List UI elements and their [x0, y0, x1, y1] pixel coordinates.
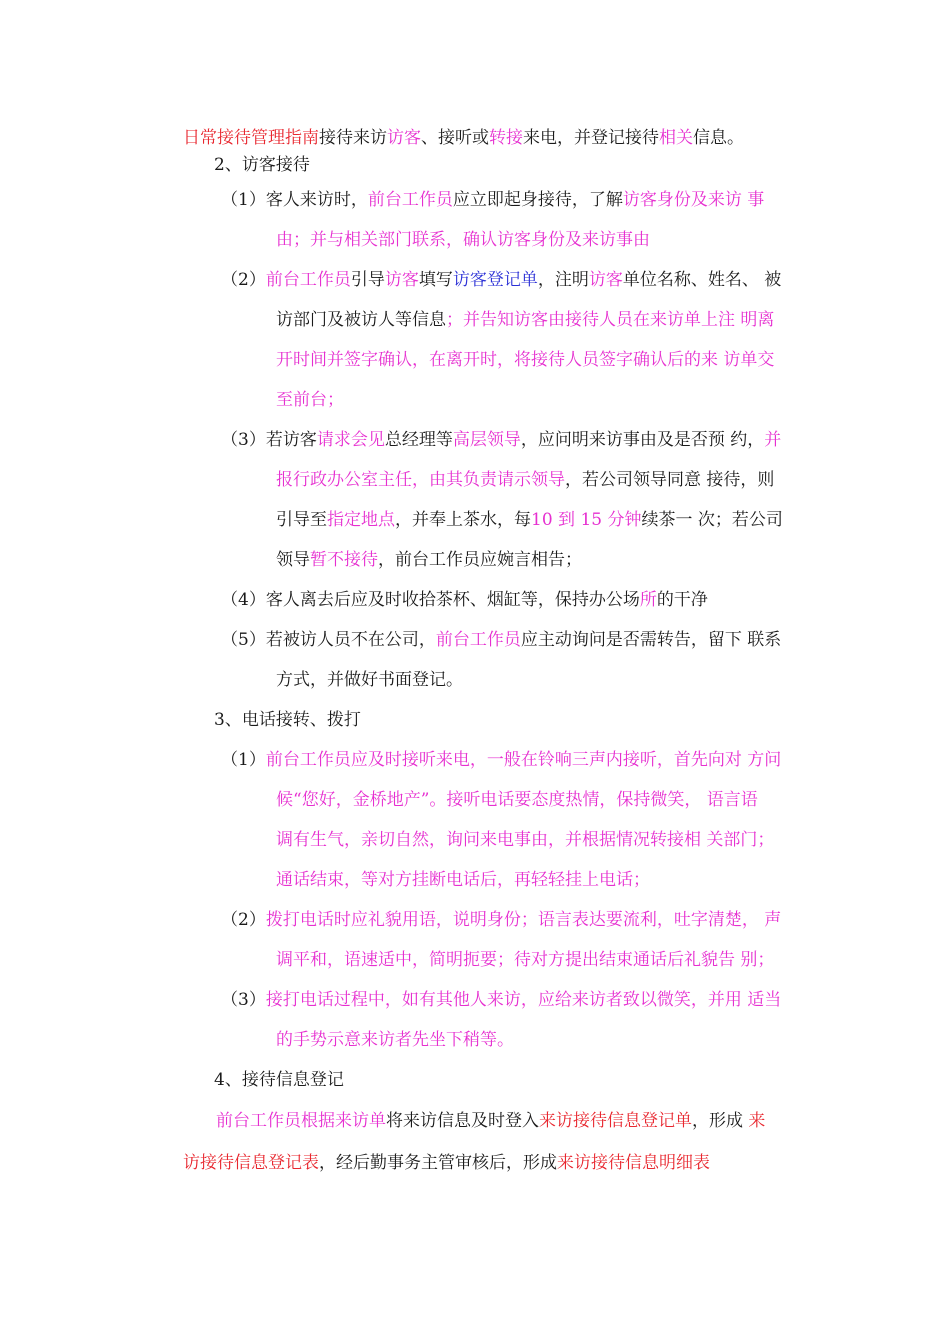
text-line	[276, 348, 774, 372]
text-run: 前台工作员根据来访单	[216, 1111, 386, 1131]
text-run: 信息。	[693, 128, 744, 148]
text-run: ，若公司领导同意 接待，则	[565, 470, 775, 490]
text-run: （3）若访客	[221, 430, 317, 450]
text-run: 指定地点	[327, 510, 395, 530]
text-line	[221, 188, 764, 212]
text-run: 前台工作员	[435, 630, 521, 650]
text-run: 访客	[384, 270, 419, 290]
text-line	[221, 268, 781, 292]
text-run: 访客登记单	[452, 270, 538, 290]
text-line	[183, 1151, 710, 1175]
text-run: ；并告知访客由接待人员在来访单上注 明离	[446, 310, 775, 330]
text-line	[221, 748, 781, 772]
text-run: 总经理等	[384, 430, 453, 450]
text-run: ，并奉上茶水，每	[395, 510, 531, 530]
text-run: 领导	[276, 550, 310, 570]
text-run: （1）	[221, 750, 266, 770]
text-run: 访客身份及来访 事	[622, 190, 765, 210]
text-line	[276, 868, 650, 892]
text-run: 候“您好，金桥地产”。接听电话要态度热情，保持微笑， 语言语	[276, 790, 758, 810]
text-run: 所	[639, 590, 657, 610]
text-line	[221, 908, 781, 932]
text-line	[221, 588, 708, 612]
section-heading	[214, 153, 310, 177]
text-run: 至前台；	[276, 390, 344, 410]
text-run: （3）	[221, 990, 266, 1010]
text-line	[276, 668, 463, 692]
text-run: 接打电话过程中，如有其他人来访，应给来访者致以微笑，并用 适当	[265, 990, 782, 1010]
text-line	[183, 126, 744, 150]
section-heading	[214, 708, 361, 732]
text-run: 报行政办公室主任，由其负责请示领导	[276, 470, 565, 490]
text-run: 来访接待信息登记单	[539, 1111, 692, 1131]
text-line	[216, 1109, 765, 1133]
text-run: ，应问明来访事由及是否预 约，	[520, 430, 765, 450]
text-run: （1）客人来访时，	[221, 190, 368, 210]
text-run: 的手势示意来访者先坐下稍等。	[276, 1030, 514, 1050]
text-run: 拨打电话时应礼貌用语，说明身份；语言表达要流利，吐字清楚， 声	[265, 910, 782, 930]
text-run: （5）若被访人员不在公司，	[221, 630, 436, 650]
text-run: 访客	[387, 128, 421, 148]
text-run: ，注明	[537, 270, 589, 290]
text-run: 应立即起身接待，了解	[452, 190, 623, 210]
text-line	[276, 508, 783, 532]
text-run: 前台工作员	[265, 270, 351, 290]
text-run: ，经后勤事务主管审核后，形成	[319, 1153, 557, 1173]
text-run: 并	[764, 430, 782, 450]
text-run: 来电，并登记接待	[523, 128, 659, 148]
text-run: 访客	[588, 270, 623, 290]
text-run: 2、访客接待	[214, 155, 310, 175]
text-run: 接待来访	[319, 128, 387, 148]
text-run: （4）客人离去后应及时收拾茶杯、烟缸等，保持办公场	[221, 590, 640, 610]
text-run: 由；并与相关部门联系，确认访客身份及来访事由	[276, 230, 650, 250]
text-run: 前台工作员应及时接听来电，一般在铃响三声内接听，首先向对 方问	[265, 750, 782, 770]
text-line	[276, 548, 582, 572]
text-line	[276, 468, 774, 492]
text-line	[276, 1028, 514, 1052]
text-line	[276, 788, 758, 812]
text-run: 访接待信息登记表	[183, 1153, 319, 1173]
text-run: 前台工作员	[367, 190, 453, 210]
text-line	[276, 948, 774, 972]
text-run: 转接	[489, 128, 523, 148]
text-line	[276, 308, 774, 332]
text-line	[221, 628, 781, 652]
text-run: 相关	[659, 128, 693, 148]
text-run: 开时间并签字确认，在离开时，将接待人员签字确认后的来 访单交	[276, 350, 775, 370]
text-run: 通话结束，等对方挂断电话后，再轻轻挂上电话；	[276, 870, 650, 890]
text-run: 来访接待信息明细表	[557, 1153, 710, 1173]
text-run: 来	[748, 1111, 766, 1131]
text-run: 10 到 15 分钟	[531, 510, 642, 530]
text-run: 方式，并做好书面登记。	[276, 670, 463, 690]
text-run: 请求会见	[316, 430, 385, 450]
text-run: 访部门及被访人等信息	[276, 310, 446, 330]
text-run: 引导至	[276, 510, 327, 530]
text-run: 、接听或	[421, 128, 489, 148]
text-run: 日常接待管理指南	[183, 128, 319, 148]
section-heading	[214, 1068, 344, 1092]
text-run: 3、电话接转、拨打	[214, 710, 361, 730]
text-run: 调平和，语速适中，简明扼要；待对方提出结束通话后礼貌告 别；	[276, 950, 775, 970]
text-run: 高层领导	[452, 430, 521, 450]
text-run: 的干净	[656, 590, 708, 610]
text-run: ，前台工作员应婉言相告；	[378, 550, 582, 570]
text-run: 应主动询问是否需转告，留下 联系	[520, 630, 782, 650]
text-run: 暂不接待	[310, 550, 378, 570]
text-run: 调有生气，亲切自然，询问来电事由，并根据情况转接相 关部门；	[276, 830, 775, 850]
text-run: 引导	[350, 270, 385, 290]
text-run: ，形成	[692, 1111, 749, 1131]
text-line	[276, 228, 650, 252]
text-line	[276, 828, 774, 852]
text-run: 续茶一 次；若公司	[641, 510, 783, 530]
text-line	[221, 428, 781, 452]
text-line	[276, 388, 344, 412]
text-run: （2）	[221, 270, 266, 290]
text-line	[221, 988, 781, 1012]
text-run: 单位名称、姓名、 被	[622, 270, 782, 290]
text-run: 将来访信息及时登入	[386, 1111, 539, 1131]
text-run: （2）	[221, 910, 266, 930]
text-run: 填写	[418, 270, 453, 290]
text-run: 4、接待信息登记	[214, 1070, 344, 1090]
